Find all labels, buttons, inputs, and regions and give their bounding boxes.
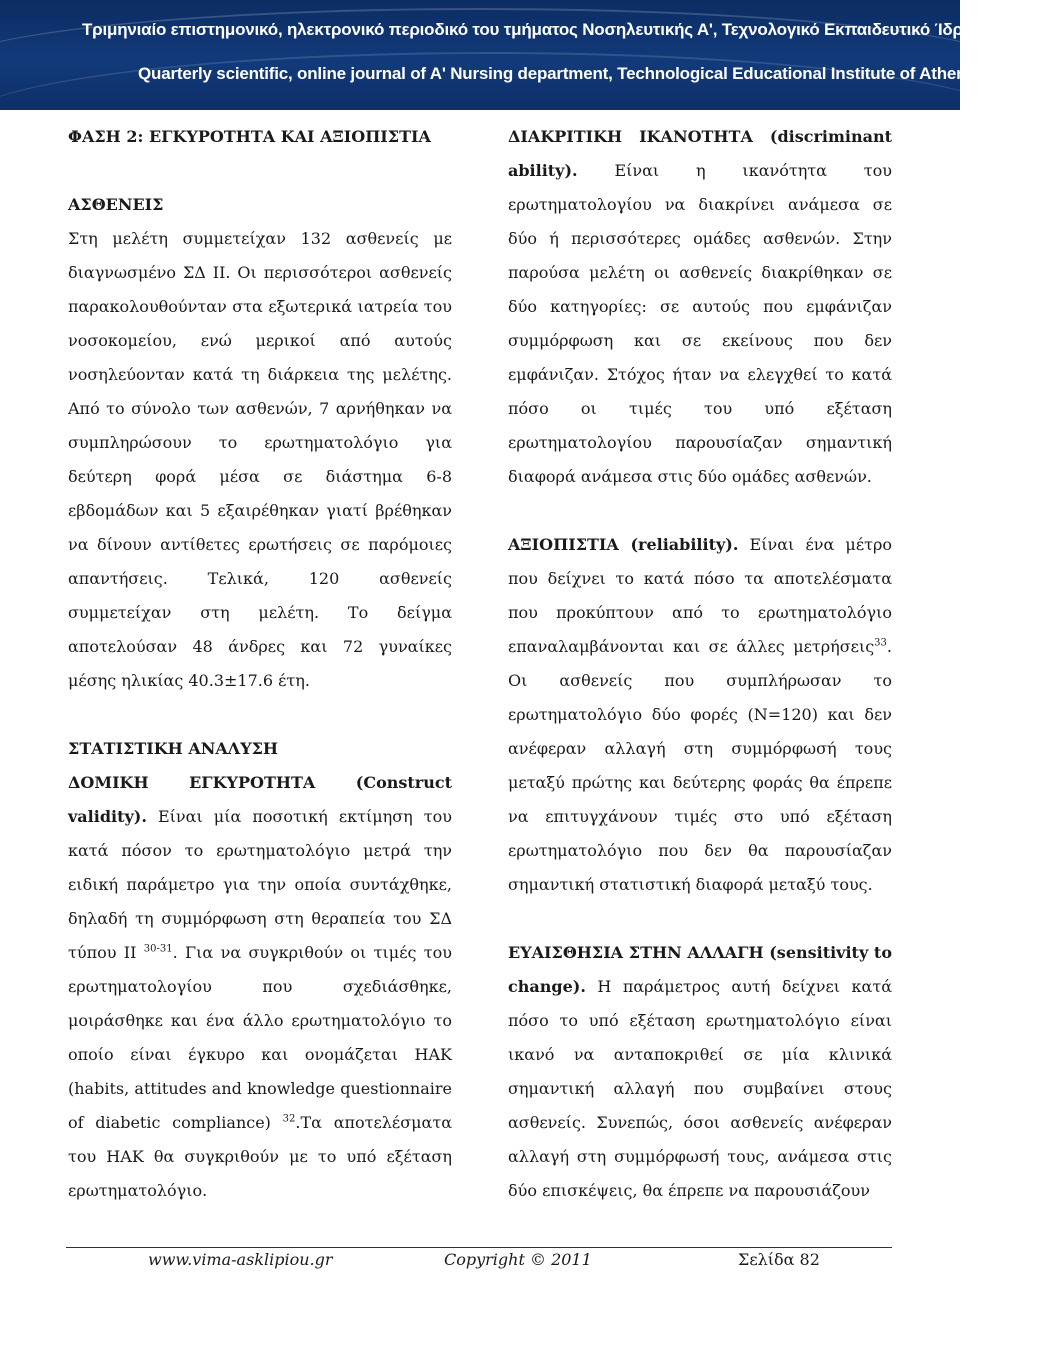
reliability-text-1: Είναι ένα μέτρο που δείχνει το κατά πόσο τα αποτελέσματα που προκύπτουν από το ερωτηματολόγιο επαναλαμβάνονται και σε άλλες μετρήσεις [508, 535, 892, 656]
discriminant-paragraph [508, 120, 892, 494]
sensitivity-heading: ΕΥΑΙΣΘΗΣΙΑ ΣΤΗΝ ΑΛΛΑΓΗ (sensitivity to change). [508, 943, 892, 996]
construct-ref-1: 30-31 [143, 943, 173, 955]
discriminant-heading: ΔΙΑΚΡΙΤΙΚΗ ΙΚΑΝΟΤΗΤΑ (discriminant ability). [508, 127, 892, 180]
journal-banner [0, 0, 1061, 110]
reliability-paragraph [508, 528, 892, 902]
sensitivity-text: Η παράμετρος αυτή δείχνει κατά πόσο το υπό εξέταση ερωτηματολόγιο είναι ικανό να ανταποκριθεί σε μία κλινικά σημαντική αλλαγή που συμβαίνει στους ασθενείς. Συνεπώς, όσοι ασθενείς ανέφεραν αλλαγή στη συμμόρφωσή τους, ανάμεσα στις δύο επισκέψεις, θα έπρεπε να παρουσιάζουν [508, 977, 892, 1200]
footer-divider [66, 1247, 892, 1248]
construct-text-3: .Τα αποτελέσματα του HAK θα συγκριθούν με το υπό εξέταση ερωτηματολόγιο. [68, 1113, 452, 1200]
patients-paragraph: Στη μελέτη συμμετείχαν 132 ασθενείς με διαγνωσμένο ΣΔ ΙΙ. Οι περισσότεροι ασθενείς παρακολουθούνταν στα εξωτερικά ιατρεία του νοσοκομείου, ενώ μερικοί από αυτούς νοσηλεύονταν κατά τη διάρκεια της μελέτης. Από το σύνολο των ασθενών, 7 αρνήθηκαν να συμπληρώσουν το ερωτηματολόγιο για δεύτερη φορά μέσα σε διάστημα 6-8 εβδομάδων και 5 εξαιρέθηκαν γιατί βρέθηκαν να δίνουν αντίθετες ερωτήσεις σε παρόμοιες απαντήσεις. Τελικά, 120 ασθενείς συμμετείχαν στη μελέτη. Το δείγμα αποτελούσαν 48 άνδρες και 72 γυναίκες μέσης ηλικίας 40.3±17.6 έτη. [68, 229, 452, 690]
left-column [68, 120, 452, 1208]
statistics-heading: ΣΤΑΤΙΣΤΙΚΗ ΑΝΑΛΥΣΗ [68, 739, 279, 758]
construct-text-2: . Για να συγκριθούν οι τιμές του ερωτηματολογίου που σχεδιάσθηκε, μοιράσθηκε και ένα άλλο ερωτηματολόγιο το οποίο είναι έγκυρο και ονομάζεται HAK (habits, attitudes and knowledge questionnaire of diabetic compliance) [68, 943, 453, 1132]
phase-heading: ΦΑΣΗ 2: ΕΓΚΥΡΟΤΗΤΑ ΚΑΙ ΑΞΙΟΠΙΣΤΙΑ [68, 127, 431, 146]
banner-title-english: Quarterly scientific, online journal of A' Nursing department, Technological Educational Institute of Athens [138, 64, 976, 83]
patients-heading: ΑΣΘΕΝΕΙΣ [68, 195, 164, 214]
construct-validity-heading: ΔΟΜΙΚΗ ΕΓΚΥΡΟΤΗΤΑ (Construct validity). [68, 773, 452, 826]
construct-validity-paragraph [68, 766, 452, 1208]
footer-website-link[interactable]: www.vima-asklipiou.gr [148, 1250, 333, 1269]
reliability-ref: 33 [874, 637, 887, 649]
footer-copyright: Copyright © 2011 [444, 1250, 592, 1269]
right-column [508, 120, 892, 1208]
construct-ref-2: 32 [282, 1113, 296, 1125]
discriminant-text: Είναι η ικανότητα του ερωτηματολογίου να διακρίνει ανάμεσα σε δύο ή περισσότερες ομάδες ασθενών. Στην παρούσα μελέτη οι ασθενείς διακρίθηκαν σε δύο κατηγορίες: σε αυτούς που εμφάνιζαν συμμόρφωση και σε εκείνους που δεν εμφάνιζαν. Στόχος ήταν να ελεγχθεί το κατά πόσο οι τιμές του υπό εξέταση ερωτηματολογίου παρουσίαζαν σημαντική διαφορά ανάμεσα στις δύο ομάδες ασθενών. [508, 161, 892, 486]
sensitivity-paragraph [508, 936, 892, 1208]
construct-text-1: Είναι μία ποσοτική εκτίμηση του κατά πόσον το ερωτηματολόγιο μετρά την ειδική παράμετρο για την οποία συντάχθηκε, δηλαδή τη συμμόρφωση στη θεραπεία του ΣΔ τύπου ΙΙ [68, 807, 452, 962]
banner-title-greek: Τριμηνιαίο επιστημονικό, ηλεκτρονικό περιοδικό του τμήματος Νοσηλευτικής Α', Τεχνολογικό Εκπαιδευτικό Ίδρυμα Αθηνών [82, 20, 1061, 39]
reliability-text-2: . Οι ασθενείς που συμπλήρωσαν το ερωτηματολόγιο δύο φορές (N=120) και δεν ανέφεραν αλλαγή στη συμμόρφωσή τους μεταξύ πρώτης και δεύτερης φοράς θα έπρεπε να επιτυγχάνουν τιμές στο υπό εξέταση ερωτηματολόγιο που δεν θα παρουσίαζαν σημαντική στατιστική διαφορά μεταξύ τους. [508, 637, 892, 894]
reliability-heading: ΑΞΙΟΠΙΣΤΙΑ (reliability). [508, 535, 739, 554]
footer-page-number: Σελίδα 82 [738, 1250, 820, 1269]
